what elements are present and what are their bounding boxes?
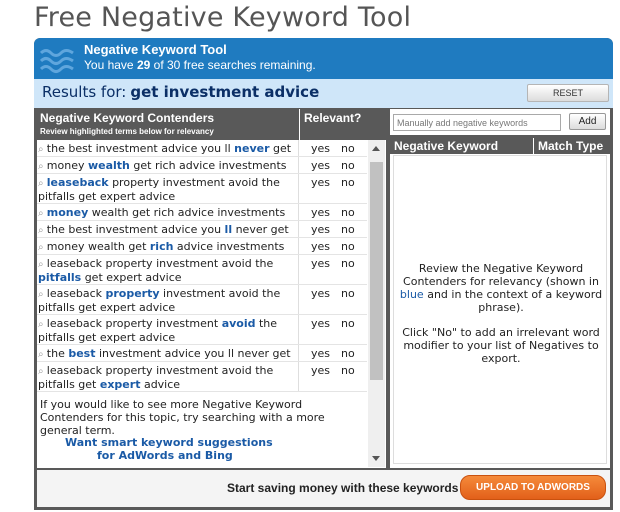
- no-link[interactable]: no: [341, 142, 355, 155]
- bottom-bar: [37, 470, 610, 507]
- more-contenders-text: If you would like to see more Negative Keyword Contenders for this topic, try searching with a more general term.: [40, 398, 325, 437]
- wave-logo-icon: [40, 44, 74, 74]
- scroll-thumb[interactable]: [370, 162, 383, 380]
- tool-name: Negative Keyword Tool: [84, 42, 227, 57]
- yes-link[interactable]: yes: [311, 176, 331, 189]
- negatives-instructions-2: Click "No" to add an irrelevant word modifier to your list of Negatives to export.: [402, 326, 600, 365]
- highlighted-term: ll: [224, 223, 233, 236]
- yes-link[interactable]: yes: [311, 364, 331, 377]
- contender-keyword-phrase: ⌕ the best investment advice you ll never get: [38, 347, 291, 360]
- highlighted-term: rich: [149, 240, 174, 253]
- highlighted-term: leaseback: [46, 176, 109, 189]
- no-link[interactable]: no: [341, 347, 355, 360]
- contender-keyword-phrase: ⌕ money wealth get rich advice investments: [38, 206, 286, 219]
- highlighted-term: never: [234, 142, 270, 155]
- searches-remaining: You have 29 of 30 free searches remaining.: [84, 58, 316, 72]
- results-label: Results for: get investment advice: [42, 83, 320, 101]
- yes-link[interactable]: yes: [311, 317, 331, 330]
- no-link[interactable]: no: [341, 240, 355, 253]
- contenders-panel: [37, 109, 386, 468]
- negative-keyword-tool: [34, 38, 613, 510]
- add-negative-keyword-input[interactable]: [393, 114, 561, 131]
- reset-button[interactable]: RESET: [527, 84, 609, 102]
- magnifier-icon: ⌕: [38, 178, 47, 189]
- highlighted-term: avoid: [221, 317, 256, 330]
- contenders-header: [37, 109, 386, 140]
- contender-row: [37, 315, 367, 345]
- negatives-header: [390, 138, 610, 154]
- contender-row: [37, 140, 367, 157]
- scroll-down-arrow-icon[interactable]: [372, 456, 380, 461]
- contender-keyword-phrase: ⌕ leaseback property investment avoid the pitfalls get expert advice: [38, 176, 280, 203]
- contender-keyword-phrase: ⌕ leaseback property investment avoid the pitfalls get expert advice: [38, 287, 281, 314]
- no-link[interactable]: no: [341, 223, 355, 236]
- contender-row: [37, 221, 367, 238]
- contender-keyword-phrase: ⌕ money wealth get rich advice investments: [38, 240, 285, 253]
- upload-to-adwords-button[interactable]: UPLOAD TO ADWORDS: [460, 475, 606, 500]
- negatives-list: [393, 155, 607, 464]
- yes-link[interactable]: yes: [311, 142, 331, 155]
- magnifier-icon: ⌕: [38, 242, 47, 253]
- footer-text: Start saving money with these keywords: [227, 481, 459, 495]
- yes-link[interactable]: yes: [311, 287, 331, 300]
- results-bar: [34, 79, 613, 108]
- contender-row: [37, 362, 367, 392]
- yes-link[interactable]: yes: [311, 347, 331, 360]
- negative-keyword-column-header: Negative Keyword: [394, 139, 499, 153]
- contender-keyword-phrase: ⌕ the best investment advice you ll never get: [38, 142, 292, 155]
- contender-row: [37, 174, 367, 204]
- contender-row: [37, 255, 367, 285]
- contender-keyword-phrase: ⌕ leaseback property investment avoid the pitfalls get expert advice: [38, 257, 274, 284]
- scroll-up-arrow-icon[interactable]: [372, 146, 380, 151]
- contenders-list: [37, 140, 367, 392]
- magnifier-icon: ⌕: [38, 319, 47, 330]
- magnifier-icon: ⌕: [38, 208, 47, 219]
- no-link[interactable]: no: [341, 159, 355, 172]
- no-link[interactable]: no: [341, 176, 355, 189]
- magnifier-icon: ⌕: [38, 289, 47, 300]
- yes-link[interactable]: yes: [311, 206, 331, 219]
- magnifier-icon: ⌕: [38, 161, 47, 172]
- contender-row: [37, 238, 367, 255]
- yes-link[interactable]: yes: [311, 257, 331, 270]
- no-link[interactable]: no: [341, 287, 355, 300]
- contender-keyword-phrase: ⌕ leaseback property investment avoid the pitfalls get expert advice: [38, 364, 274, 391]
- highlighted-term: wealth: [87, 159, 130, 172]
- highlighted-term: money: [46, 206, 89, 219]
- contender-row: [37, 157, 367, 174]
- yes-link[interactable]: yes: [311, 240, 331, 253]
- contender-row: [37, 285, 367, 315]
- add-button[interactable]: Add: [569, 113, 606, 130]
- no-link[interactable]: no: [341, 364, 355, 377]
- yes-link[interactable]: yes: [311, 159, 331, 172]
- match-type-column-header: Match Type: [538, 139, 604, 153]
- page-title: Free Negative Keyword Tool: [34, 2, 412, 33]
- tool-header: [34, 38, 613, 79]
- contender-keyword-phrase: ⌕ the best investment advice you ll never get: [38, 223, 289, 236]
- contenders-title: Negative Keyword Contenders: [40, 111, 215, 125]
- magnifier-icon: ⌕: [38, 225, 47, 236]
- contender-keyword-phrase: ⌕ money wealth get rich advice investments: [38, 159, 287, 172]
- contender-row: [37, 345, 367, 362]
- blue-word: blue: [399, 288, 424, 301]
- highlighted-term: best: [68, 347, 96, 360]
- no-link[interactable]: no: [341, 257, 355, 270]
- contender-keyword-phrase: ⌕ leaseback property investment avoid the pitfalls get expert advice: [38, 317, 278, 344]
- no-link[interactable]: no: [341, 206, 355, 219]
- magnifier-icon: ⌕: [38, 366, 47, 377]
- relevant-header: Relevant?: [304, 111, 362, 125]
- contenders-subtitle: Review highlighted terms below for relevancy: [40, 127, 214, 136]
- contender-row: [37, 204, 367, 221]
- contenders-scrollbar[interactable]: [368, 140, 385, 467]
- highlighted-term: pitfalls: [38, 271, 82, 284]
- results-query: get investment advice: [130, 83, 320, 101]
- highlighted-term: property: [105, 287, 160, 300]
- remaining-count: 29: [136, 58, 151, 72]
- highlighted-term: expert: [99, 378, 141, 391]
- yes-link[interactable]: yes: [311, 223, 331, 236]
- magnifier-icon: ⌕: [38, 259, 47, 270]
- magnifier-icon: ⌕: [38, 144, 47, 155]
- magnifier-icon: ⌕: [38, 349, 47, 360]
- no-link[interactable]: no: [341, 317, 355, 330]
- negatives-instructions: Review the Negative Keyword Contenders for relevancy (shown in blue and in the context of a keyword phrase).: [399, 262, 603, 314]
- keyword-suggestions-link[interactable]: Want smart keyword suggestions for AdWords and Bing: [65, 436, 273, 462]
- negatives-panel: [390, 109, 610, 468]
